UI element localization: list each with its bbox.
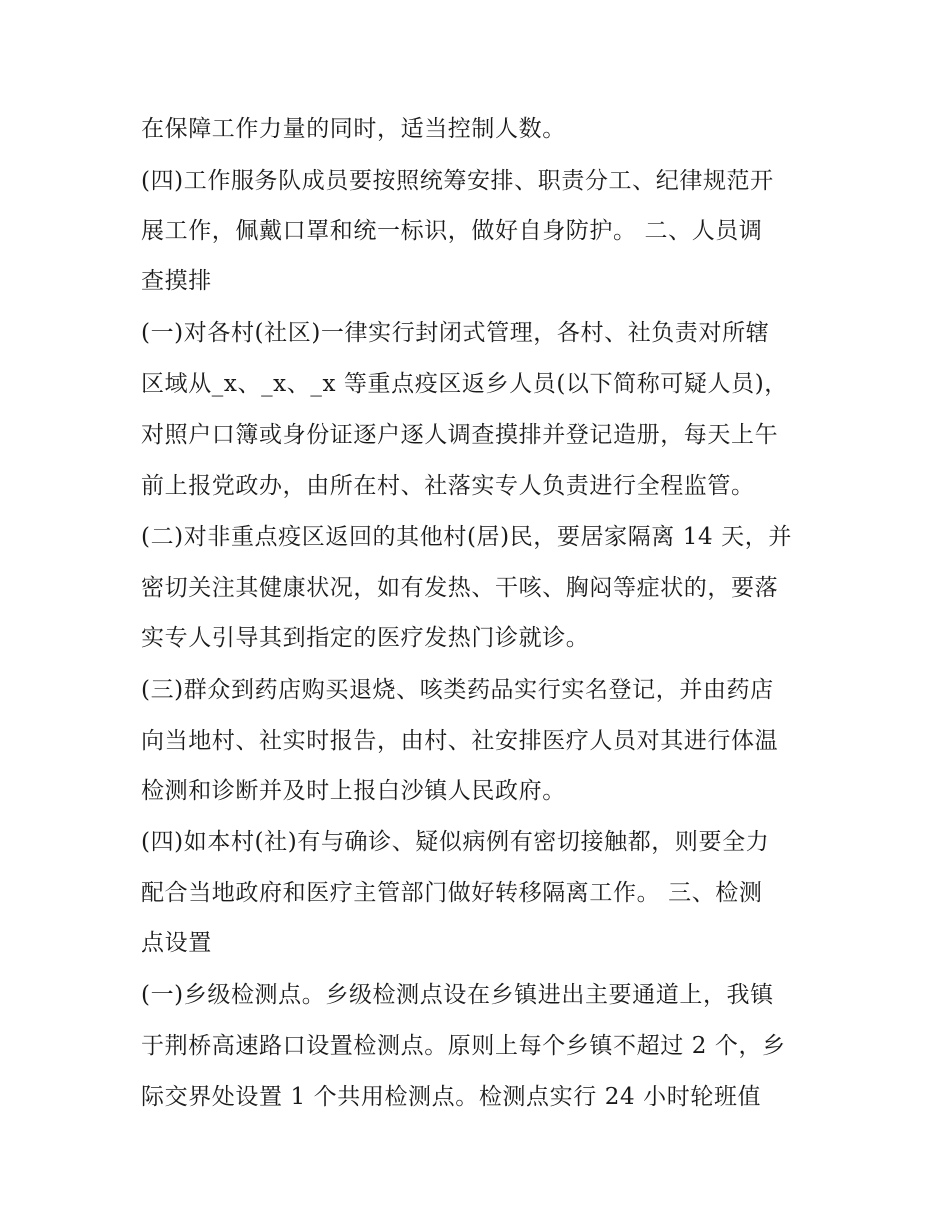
- text-line: 展工作，佩戴口罩和统一标识，做好自身防护。 二、人员调: [141, 218, 763, 244]
- text-line: 实专人引导其到指定的医疗发热门诊就诊。: [141, 625, 590, 651]
- text-line: 际交界处设置 1 个共用检测点。检测点实行 24 小时轮班值: [141, 1084, 762, 1110]
- text-line: (四)如本村(社)有与确诊、疑似病例有密切接触都，则要全力: [141, 829, 770, 855]
- text-line: (一)对各村(社区)一律实行封闭式管理，各村、社负责对所辖: [141, 320, 770, 346]
- text-line: 密切关注其健康状况，如有发热、干咳、胸闷等症状的，要落: [141, 575, 779, 601]
- text-line: 区域从_x、_x、_x 等重点疫区返乡人员(以下简称可疑人员)，: [141, 371, 788, 397]
- text-line: (四)工作服务队成员要按照统筹安排、职责分工、纪律规范开: [141, 168, 774, 194]
- text-line: (二)对非重点疫区返回的其他村(居)民，要居家隔离 14 天，并: [141, 524, 792, 550]
- text-line: 检测和诊断并及时上报白沙镇人民政府。: [141, 778, 566, 804]
- text-line: 查摸排: [141, 268, 212, 294]
- text-line: 对照户口簿或身份证逐户逐人调查摸排并登记造册，每天上午: [141, 422, 779, 448]
- text-line: 点设置: [141, 930, 212, 956]
- text-line: 在保障工作力量的同时，适当控制人数。: [141, 116, 566, 142]
- text-line: 配合当地政府和医疗主管部门做好转移隔离工作。 三、检测: [141, 880, 763, 906]
- text-line: 向当地村、社实时报告，由村、社安排医疗人员对其进行体温: [141, 728, 779, 754]
- text-line: (一)乡级检测点。乡级检测点设在乡镇进出主要通道上，我镇: [141, 982, 774, 1008]
- text-line: (三)群众到药店购买退烧、咳类药品实行实名登记，并由药店: [141, 677, 774, 703]
- text-line: 前上报党政办，由所在村、社落实专人负责进行全程监管。: [141, 473, 755, 499]
- text-line: 于荆桥高速路口设置检测点。原则上每个乡镇不超过 2 个，乡: [141, 1033, 786, 1059]
